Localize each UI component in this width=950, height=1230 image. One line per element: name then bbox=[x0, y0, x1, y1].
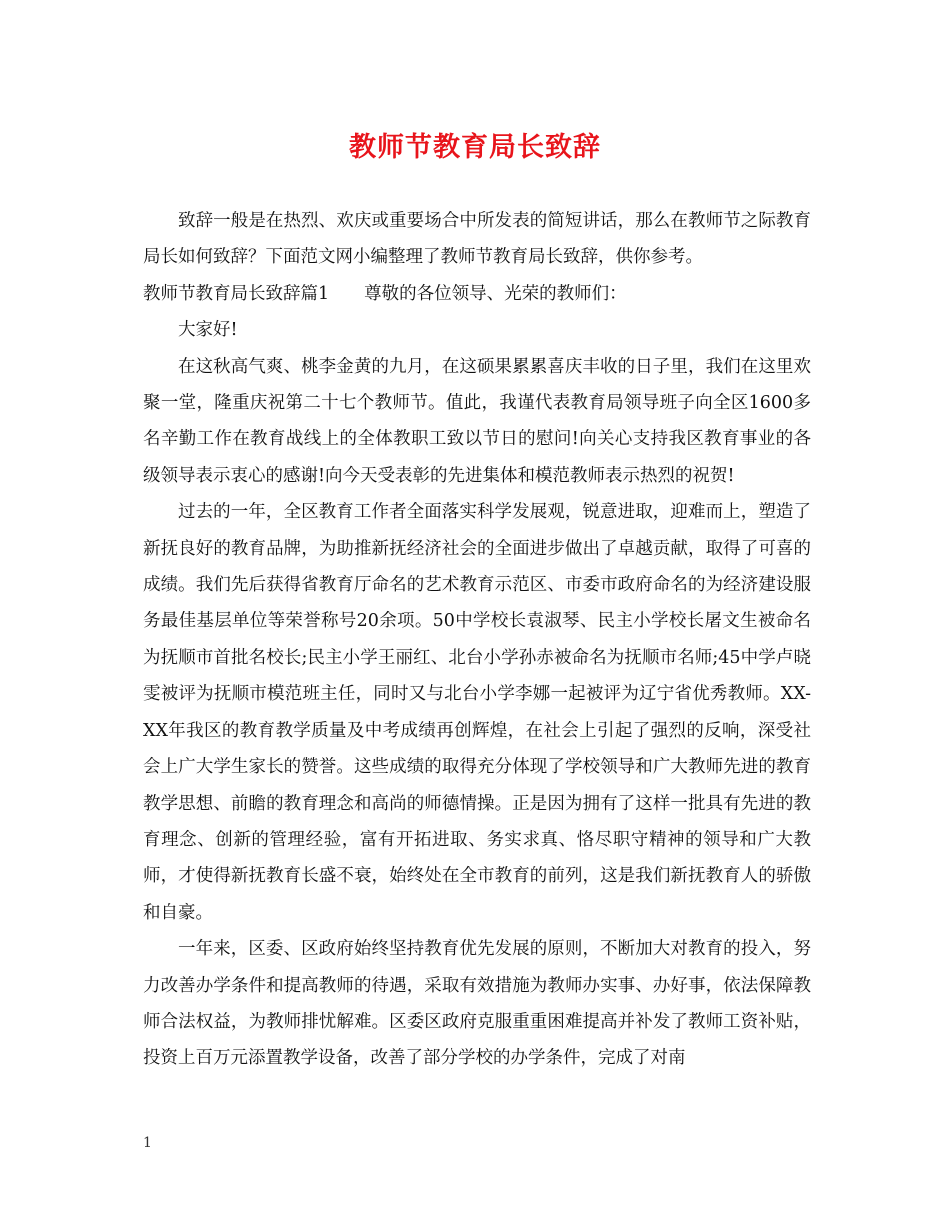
page-number: 1 bbox=[143, 1135, 152, 1151]
document-body bbox=[143, 203, 811, 1077]
body-paragraph-1: 在这秋高气爽、桃李金黄的九月，在这硕果累累喜庆丰收的日子里，我们在这里欢聚一堂，隆重庆祝第二十七个教师节。值此，我谨代表教育局领导班子向全区1600多名辛勤工作在教育战线上的全体教职工致以节日的慰问!向关心支持我区教育事业的各级领导表示衷心的感谢!向今天受表彰的先进集体和模范教师表示热烈的祝贺! bbox=[143, 356, 811, 486]
greeting: 大家好! bbox=[178, 320, 238, 341]
section-heading: 教师节教育局长致辞篇1 bbox=[143, 283, 330, 304]
body-paragraph-3: 一年来，区委、区政府始终坚持教育优先发展的原则，不断加大对教育的投入，努力改善办学条件和提高教师的待遇，采取有效措施为教师办实事、办好事，依法保障教师合法权益，为教师排忧解难。区委区政府克服重重困难提高并补发了教师工资补贴，投资上百万元添置教学设备，改善了部分学校的办学条件，完成了对南 bbox=[143, 939, 811, 1069]
body-paragraph-2: 过去的一年，全区教育工作者全面落实科学发展观，锐意进取，迎难而上，塑造了新抚良好的教育品牌，为助推新抚经济社会的全面进步做出了卓越贡献，取得了可喜的成绩。我们先后获得省教育厅命名的艺术教育示范区、市委市政府命名的为经济建设服务最佳基层单位等荣誉称号20余项。50中学校长袁淑琴、民主小学校长屠文生被命名为抚顺市首批名校长;民主小学王丽红、北台小学孙赤被命名为抚顺市名师;45中学卢晓雯被评为抚顺市模范班主任，同时又与北台小学李娜一起被评为辽宁省优秀教师。XX-XX年我区的教育教学质量及中考成绩再创辉煌，在社会上引起了强烈的反响，深受社会上广大学生家长的赞誉。这些成绩的取得充分体现了学校领导和广大教师先进的教育教学思想、前瞻的教育理念和高尚的师德情操。正是因为拥有了这样一批具有先进的教育理念、创新的管理经验，富有开拓进取、务实求真、恪尽职守精神的领导和广大教师，才使得新抚教育长盛不衰，始终处在全市教育的前列，这是我们新抚教育人的骄傲和自豪。 bbox=[143, 502, 811, 923]
document-title: 教师节教育局长致辞 bbox=[349, 132, 601, 163]
salutation: 尊敬的各位领导、光荣的教师们： bbox=[364, 283, 627, 304]
section-heading-line bbox=[143, 276, 811, 312]
intro-paragraph: 致辞一般是在热烈、欢庆或重要场合中所发表的简短讲话，那么在教师节之际教育局长如何致辞？下面范文网小编整理了教师节教育局长致辞，供你参考。 bbox=[143, 211, 811, 268]
